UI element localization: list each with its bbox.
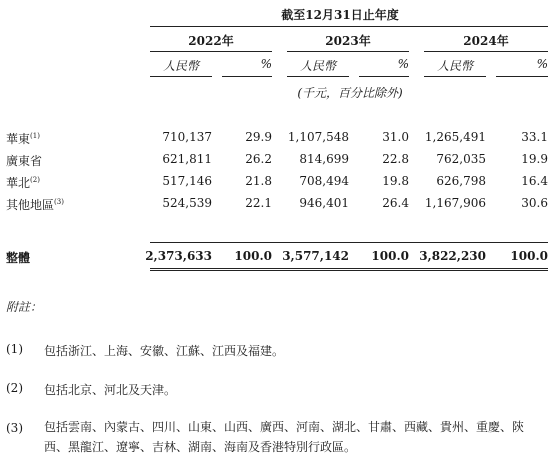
- row-value: 1,167,906: [424, 196, 486, 210]
- col-rmb-2023: 人民幣: [299, 59, 336, 73]
- row-value: 762,035: [436, 152, 486, 166]
- row-label: [6, 174, 40, 191]
- total-value: 100.0: [510, 249, 548, 263]
- total-value: 3,822,230: [419, 249, 486, 263]
- row-value: 814,699: [299, 152, 349, 166]
- row-value: 946,401: [299, 196, 349, 210]
- note-number: (3): [6, 421, 23, 435]
- row-value: 1,265,491: [424, 130, 486, 144]
- note-text: 包括北京、河北及天津。: [44, 383, 177, 397]
- col-pct-2022: %: [260, 57, 272, 71]
- row-label: [6, 196, 64, 213]
- row-value: 33.1: [521, 130, 548, 144]
- col-pct-2024: %: [536, 57, 548, 71]
- total-label: 整體: [6, 251, 31, 265]
- year-2024: 2024年: [463, 34, 509, 48]
- col-rmb-2022: 人民幣: [162, 59, 199, 73]
- row-value: 524,539: [162, 196, 212, 210]
- total-value: 100.0: [234, 249, 272, 263]
- year-rule-2024: [424, 51, 548, 52]
- row-value: 710,137: [162, 130, 212, 144]
- note-text: 包括雲南、內蒙古、四川、山東、山西、廣西、河南、湖北、甘肅、西藏、貴州、重慶、陝西、黑龍江、遼寧、吉林、湖南、海南及香港特別行政區。: [44, 420, 525, 454]
- row-value: 626,798: [436, 174, 486, 188]
- note-text: 包括浙江、上海、安徽、江蘇、江西及福建。: [44, 344, 285, 358]
- total-bottom-rule: [150, 268, 548, 271]
- total-value: 3,577,142: [282, 249, 349, 263]
- subcol-rule-rmb-2024: [424, 76, 486, 77]
- subcol-rule-pct-2023: [359, 76, 409, 77]
- period-header: 截至12月31日止年度: [281, 8, 399, 22]
- note-number: (2): [6, 381, 23, 395]
- row-label-text: 其他地區: [6, 198, 55, 212]
- row-value: 29.9: [245, 130, 272, 144]
- subcol-rule-pct-2022: [222, 76, 272, 77]
- row-value: 16.4: [521, 174, 548, 188]
- row-value: 26.2: [245, 152, 272, 166]
- row-value: 22.8: [382, 152, 409, 166]
- col-pct-2023: %: [397, 57, 409, 71]
- notes-heading: 附註：: [6, 300, 43, 314]
- col-rmb-2024: 人民幣: [436, 59, 473, 73]
- year-2023: 2023年: [325, 34, 371, 48]
- subcol-rule-pct-2024: [496, 76, 548, 77]
- total-value: 2,373,633: [145, 249, 212, 263]
- total-value: 100.0: [371, 249, 409, 263]
- row-label-text: 華東: [6, 132, 31, 146]
- row-label-text: 廣東省: [6, 154, 43, 168]
- row-label-text: 華北: [6, 176, 31, 190]
- year-rule-2022: [150, 51, 272, 52]
- row-value: 621,811: [162, 152, 212, 166]
- unit-note: (千元，百分比除外): [297, 86, 403, 100]
- row-value: 708,494: [299, 174, 349, 188]
- subcol-rule-rmb-2022: [150, 76, 212, 77]
- row-value: 31.0: [382, 130, 409, 144]
- period-rule: [150, 26, 548, 27]
- footnote-marker: (2): [30, 176, 40, 184]
- row-value: 517,146: [162, 174, 212, 188]
- note-number: (1): [6, 342, 23, 356]
- row-value: 1,107,548: [287, 130, 349, 144]
- year-2022: 2022年: [188, 34, 234, 48]
- row-label: [6, 152, 42, 169]
- year-rule-2023: [287, 51, 409, 52]
- row-value: 19.8: [382, 174, 409, 188]
- row-label: [6, 130, 40, 147]
- row-value: 30.6: [521, 196, 548, 210]
- footnote-marker: (1): [30, 132, 40, 140]
- footnote-marker: (3): [54, 198, 64, 206]
- row-value: 22.1: [245, 196, 272, 210]
- subcol-rule-rmb-2023: [287, 76, 349, 77]
- row-value: 26.4: [382, 196, 409, 210]
- total-top-rule: [150, 242, 548, 243]
- row-value: 19.9: [521, 152, 548, 166]
- row-value: 21.8: [245, 174, 272, 188]
